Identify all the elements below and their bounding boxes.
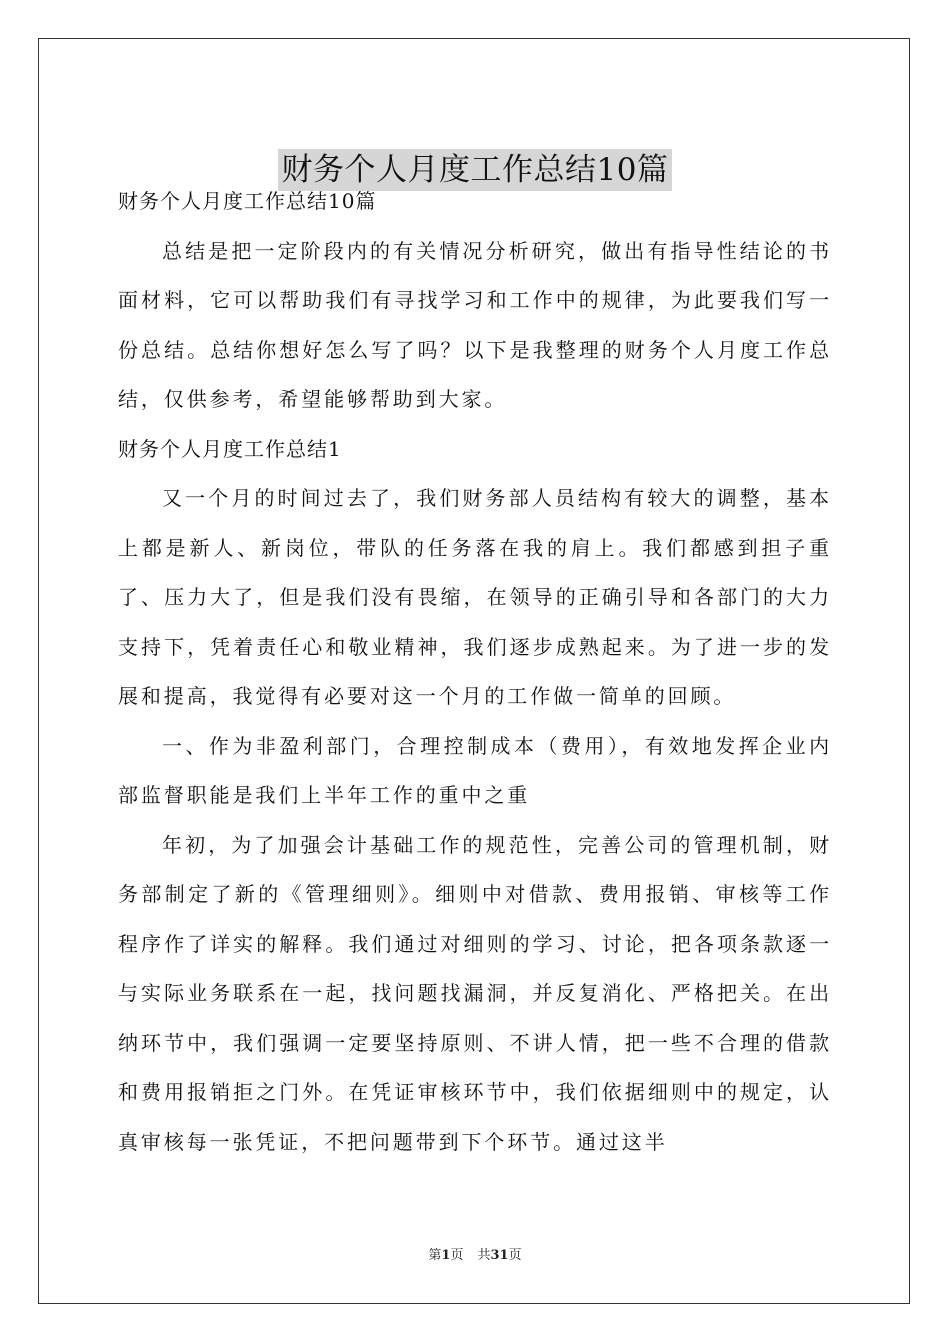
body-paragraph: 又一个月的时间过去了，我们财务部人员结构有较大的调整，基本上都是新人、新岗位，带队的任务落在我的肩上。我们都感到担子重了、压力大了，但是我们没有畏缩，在领导的正确引导和各部门的大力支持下，凭着责任心和敬业精神，我们逐步成熟起来。为了进一步的发展和提高，我觉得有必要对这一个月的工作做一简单的回顾。 [118, 486, 832, 708]
page-prefix: 第 [428, 1248, 442, 1263]
body-paragraph: 年初，为了加强会计基础工作的规范性，完善公司的管理机制，财务部制定了新的《管理细则》。细则中对借款、费用报销、审核等工作程序作了详实的解释。我们通过对细则的学习、讨论，把各项条款逐一与实际业务联系在一起，找问题找漏洞，并反复消化、严格把关。在出纳环节中，我们强调一定要坚持原则、不讲人情，把一些不合理的借款和费用报销拒之门外。在凭证审核环节中，我们依据细则中的规定，认真审核每一张凭证，不把问题带到下个环节。通过这半 [118, 832, 832, 1154]
section-heading-1: 财务个人月度工作总结1 [118, 436, 342, 461]
page-footer [0, 1247, 950, 1265]
total-pages: 31 [490, 1248, 509, 1263]
intro-paragraph: 总结是把一定阶段内的有关情况分析研究，做出有指导性结论的书面材料，它可以帮助我们有寻找学习和工作中的规律，为此要我们写一份总结。总结你想好怎么写了吗？以下是我整理的财务个人月度工作总结，仅供参考，希望能够帮助到大家。 [118, 238, 832, 411]
point-one-paragraph: 一、作为非盈利部门，合理控制成本（费用），有效地发挥企业内部监督职能是我们上半年工作的重中之重 [118, 733, 832, 807]
subtitle-line: 财务个人月度工作总结10篇 [118, 189, 377, 213]
total-prefix: 共 [477, 1248, 491, 1263]
page-unit: 页 [450, 1248, 464, 1263]
total-unit: 页 [508, 1248, 522, 1263]
document-title: 财务个人月度工作总结10篇 [278, 149, 673, 191]
page-number: 1 [441, 1248, 451, 1263]
document-body [118, 177, 832, 1167]
